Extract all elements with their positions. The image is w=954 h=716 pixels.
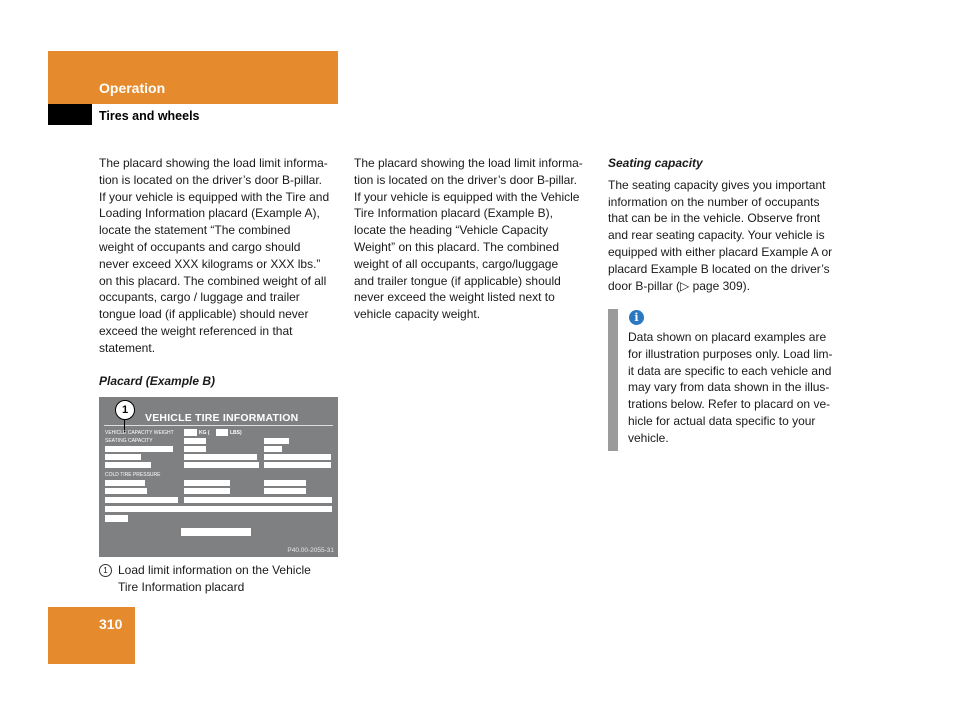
text-line: and rear seating capacity. Your vehicle is — [608, 228, 825, 243]
text-line: locate the heading “Vehicle Capacity — [354, 223, 549, 238]
placard-field — [264, 488, 306, 494]
text-line: Loading Information placard (Example A), — [99, 206, 320, 221]
placard-field — [184, 488, 230, 494]
text-line: and trailer tongue (if applicable) should — [354, 273, 561, 288]
placard-field — [264, 462, 331, 468]
text-line: exceed the weight referenced in that — [99, 323, 293, 338]
placard-field — [105, 515, 128, 522]
text-line: may vary from data shown in the illus- — [628, 380, 830, 395]
placard-field — [105, 506, 332, 512]
placard-field — [105, 462, 151, 468]
subsection-tab-marker — [48, 104, 92, 125]
text-line: hicle for actual data specific to your — [628, 413, 816, 428]
placard-field — [181, 528, 251, 536]
placard-label-seating: SEATING CAPACITY — [105, 438, 153, 444]
text-line: statement. — [99, 340, 156, 355]
placard-field — [184, 462, 259, 468]
placard-field — [105, 497, 178, 503]
placard-divider — [104, 425, 333, 426]
placard-field — [264, 438, 289, 444]
placard-label-capacity-weight: VEHICLE CAPACITY WEIGHT — [105, 430, 174, 436]
seating-capacity-heading: Seating capacity — [608, 156, 703, 170]
placard-title: VEHICLE TIRE INFORMATION — [145, 412, 299, 424]
placard-field — [184, 438, 206, 444]
text-line: on this placard. The combined weight of all — [99, 273, 327, 288]
placard-label-lbs: LBS) — [230, 430, 242, 436]
column-1-text — [99, 155, 339, 357]
info-note-box — [608, 309, 851, 451]
text-line: vehicle capacity weight. — [354, 307, 481, 322]
text-line: The placard showing the load limit informa- — [99, 156, 328, 170]
placard-field — [105, 446, 173, 452]
text-line: Tire Information placard — [118, 579, 245, 594]
text-line: Data shown on placard examples are — [628, 330, 827, 344]
text-line: vehicle. — [628, 430, 669, 445]
placard-field — [184, 446, 206, 452]
placard-field — [216, 429, 228, 436]
placard-field — [264, 446, 282, 452]
placard-field — [105, 454, 141, 460]
info-note-text — [628, 329, 850, 447]
placard-label-cold-tire-pressure: COLD TIRE PRESSURE — [105, 472, 161, 478]
paragraph-placard-example-b — [354, 155, 594, 323]
caption-number-marker: 1 — [99, 564, 112, 577]
callout-marker-1: 1 — [115, 400, 135, 420]
text-line: locate the statement “The combined — [99, 223, 291, 238]
info-icon: i — [629, 310, 644, 325]
subsection-title: Tires and wheels — [99, 109, 200, 123]
placard-example-heading: Placard (Example B) — [99, 374, 216, 388]
paragraph-seating-capacity — [608, 177, 850, 295]
text-line: for illustration purposes only. Load lim- — [628, 346, 833, 361]
vehicle-tire-information-placard-image — [99, 397, 338, 557]
text-line: Tire Information placard (Example B), — [354, 206, 553, 221]
text-line: equipped with either placard Example A or — [608, 244, 833, 259]
text-line: placard Example B located on the driver’s — [608, 261, 830, 276]
section-header-band — [48, 51, 338, 104]
text-line: If your vehicle is equipped with the Vehicle — [354, 189, 580, 204]
text-line: trations below. Refer to placard on ve- — [628, 397, 831, 412]
column-3-text — [608, 155, 850, 294]
page-number: 310 — [99, 616, 123, 632]
column-2-text — [354, 155, 594, 323]
text-line: tion is located on the driver’s door B-pillar. — [354, 172, 578, 187]
text-line: never exceed the weight listed next to — [354, 290, 555, 305]
text-line: Weight” on this placard. The combined — [354, 239, 560, 254]
placard-field — [184, 480, 230, 486]
placard-field — [105, 488, 147, 494]
text-line: never exceed XXX kilograms or XXX lbs.” — [99, 256, 321, 271]
text-line: it data are specific to each vehicle and — [628, 363, 832, 378]
placard-label-kg: KG ( — [199, 430, 210, 436]
text-line: The placard showing the load limit informa- — [354, 156, 583, 170]
text-line: weight of occupants and cargo should — [99, 239, 301, 254]
info-note-bar — [608, 309, 618, 451]
placard-caption — [99, 562, 339, 596]
text-line: information on the number of occupants — [608, 194, 820, 209]
placard-field — [184, 429, 197, 436]
image-reference-code: P40.00-2055-31 — [287, 547, 334, 554]
section-title: Operation — [99, 80, 166, 96]
placard-field — [264, 480, 306, 486]
page-reference-line: door B-pillar (▷ page 309). — [608, 278, 750, 293]
caption-text — [118, 562, 311, 596]
placard-field — [105, 480, 145, 486]
text-line: weight of all occupants, cargo/luggage — [354, 256, 559, 271]
text-line: The seating capacity gives you important — [608, 177, 826, 192]
text-line: that can be in the vehicle. Observe front — [608, 211, 821, 226]
paragraph-placard-example-a — [99, 155, 339, 357]
placard-field — [184, 497, 332, 503]
text-line: tongue load (if applicable) should never — [99, 307, 309, 322]
text-line: tion is located on the driver’s door B-pillar. — [99, 172, 323, 187]
placard-field — [264, 454, 331, 460]
text-line: Load limit information on the Vehicle — [118, 563, 311, 577]
placard-field — [184, 454, 257, 460]
text-line: If your vehicle is equipped with the Tire and — [99, 189, 330, 204]
text-line: occupants, cargo / luggage and trailer — [99, 290, 300, 305]
